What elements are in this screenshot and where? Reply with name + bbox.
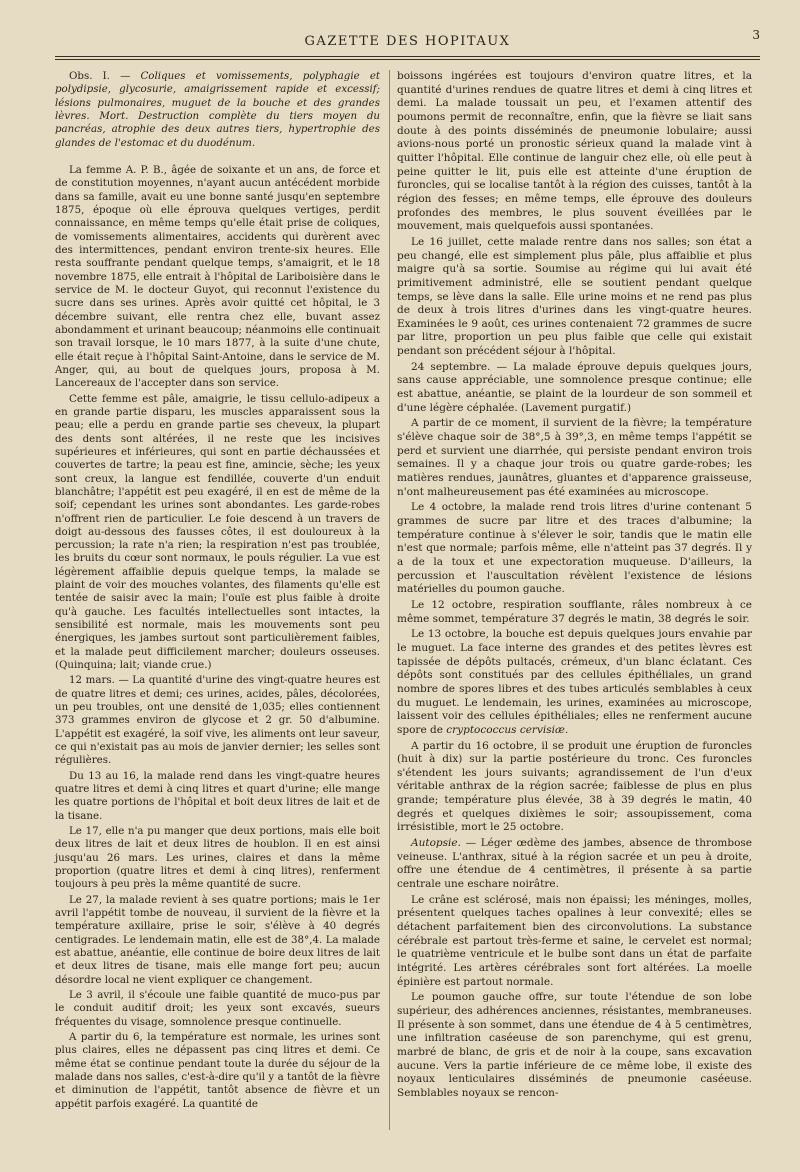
paragraph: Le 3 avril, il s'écoule une faible quantité de muco-pus par le conduit auditif droit; les yeux sont excavés, sueurs fréquentes du visage, somnolence presque continuelle.: [55, 988, 380, 1028]
right-column: [397, 70, 752, 1103]
species-name: cryptococcus cervisiæ.: [446, 723, 569, 736]
paragraph: A partir du 16 octobre, il se produit une éruption de furoncles (huit à dix) sur la partie postérieure du tronc. Ces furoncles s'étendent les jours suivants; agrandissement de l'un d'eux véritable anthrax de la région sacrée; faiblesse de plus en plus grande; température plus élevée, 38 à 39 degrés le matin, 40 degrés et quelques dixièmes le soir; assoupissement, coma irrésistible, mort le 25 octobre.: [397, 739, 752, 834]
paragraph-text: Le 13 octobre, la bouche est depuis quelques jours envahie par le muguet. La face interne des grandes et des petites lèvres est tapissée de dépôts pultacés, crémeux, d'un blanc éclatant. Ces dépôts sont constitués par des cellules épithéliales, un grand nombre de spores libres et des tubes articulés semblables à ceux du muguet. Le lendemain, les urines, examinées au microscope, laissent voir des cellules épithéliales; elles ne renferment aucune spore de: [397, 628, 752, 736]
paragraph: Cette femme est pâle, amaigrie, le tissu cellulo-adipeux a en grande partie disparu, les muscles apparaissent sous la peau; elle a perdu en grande partie ses cheveux, la plupart des dents sont altérées, il ne reste que les incisives supérieures et inférieures, qui sont en partie déchaussées et couvertes de tartre; la peau est fine, amincie, sèche; les yeux sont creux, la langue est fendillée, couverte d'un enduit blanchâtre; l'appétit est peu exagéré, il en est de même de la soif; cependant les urines sont abondantes. Les garde-robes n'offrent rien de particulier. Le foie descend à un travers de doigt au-dessous des fausses côtes, il est douloureux à la percussion; la rate n'a rien; la respiration n'est pas troublée, les bruits du cœur sont normaux, le pouls régulier. La vue est légèrement affaiblie depuis quelque temps, la malade se plaint de voir des mouches volantes, des filaments qu'elle est tentée de saisir avec la main; l'ouïe est plus faible à droite qu'à gauche. Les facultés intellectuelles sont intactes, la sensibilité est normale, mais les mouvements sont peu énergiques, les jambes surtout sont particulièrement faibles, et la malade peut difficilement marcher; douleurs osseuses. (Quinquina; lait; viande crue.): [55, 392, 380, 672]
paragraph: La femme A. P. B., âgée de soixante et un ans, de force et de constitution moyennes, n'ayant aucun antécédent morbide dans sa famille, avait eu une bonne santé jusqu'en septembre 1875, époque où elle éprouva quelques vertiges, perdit connaissance, en même temps qu'elle était prise de coliques, de vomissements alimentaires, accidents qui durèrent avec des intermittences, pendant environ trente-six heures. Elle resta souffrante pendant quelque temps, s'amaigrit, et le 18 novembre 1875, elle entrait à l'hôpital de Lariboisière dans le service de M. le docteur Guyot, qui reconnut l'existence du sucre dans ses urines. Après avoir quitté cet hôpital, le 3 décembre suivant, elle rentra chez elle, buvant assez abondamment et urinant beaucoup; néanmoins elle continuait son travail lorsque, le 10 mars 1877, à la suite d'une chute, elle était reçue à l'hôpital Saint-Antoine, dans le service de M. Anger, qui, au bout de quelques jours, proposa à M. Lancereaux de l'accepter dans son service.: [55, 163, 380, 390]
observation-summary: [55, 70, 380, 150]
paragraph: 24 septembre. — La malade éprouve depuis quelques jours, sans cause appréciable, une somnolence presque continue; elle est abattue, anéantie, se plaint de la lourdeur de son sommeil et d'une légère céphalée. (Lavement purgatif.): [397, 360, 752, 414]
paragraph: Le 12 octobre, respiration soufflante, râles nombreux à ce même sommet, température 37 degrés le matin, 38 degrés le soir.: [397, 598, 752, 625]
paragraph: Le 27, la malade revient à ses quatre portions; mais le 1er avril l'appétit tombe de nouveau, il survient de la fièvre et la température axillaire, prise le soir, s'élève à 40 degrés centigrades. Le lendemain matin, elle est de 38°,4. La malade est abattue, anéantie, elle continue de boire deux litres de lait et deux litres de tisane, mais elle mange fort peu; aucun désordre local ne vient expliquer ce changement.: [55, 893, 380, 986]
left-column: [55, 70, 380, 1113]
paragraph: Le poumon gauche offre, sur toute l'étendue de son lobe supérieur, des adhérences anciennes, résistantes, membraneuses. Il présente à son sommet, dans une étendue de 4 à 5 centimètres, une infiltration caséeuse de son parenchyme, qui est grenu, marbré de blanc, de gris et de noir à la coupe, sans excavation aucune. Vers la partie inférieure de ce même lobe, il existe des noyaux lenticulaires disséminés de pneumonie caséeuse. Semblables noyaux se rencon-: [397, 991, 752, 1099]
page-header: [55, 26, 760, 58]
paragraph: boissons ingérées est toujours d'environ quatre litres, et la quantité d'urines rendues de quatre litres et demi à cinq litres et demi. La malade toussait un peu, et l'examen attentif des poumons permit de reconnaître, enfin, que la fièvre se liait sans doute à des points disséminés de pneumonie lobulaire; aussi avions-nous porté un pronostic sérieux quand la malade vint à quitter l'hôpital. Elle continue de languir chez elle, où elle peut à peine quitter le lit, puis elle est atteinte d'une éruption de furoncles, qui se localise tantôt à la région des cuisses, tantôt à la région des fesses; en même temps, elle éprouve des douleurs profondes des membres, le plus souvent éveillées par le mouvement, mais quelquefois aussi spontanées.: [397, 70, 752, 233]
observation-summary-text: Coliques et vomissements, polyphagie et polydipsie, glycosurie, amaigrissement rapide et excessif; lésions pulmonaires, muguet de la bouche et des grandes lèvres. Mort. Destruction complète du tiers moyen du pancréas, atrophie des deux autres tiers, hypertrophie des glandes de l'estomac et du duodénum.: [55, 70, 380, 149]
autopsy-text: — Léger œdème des jambes, absence de thrombose veineuse. L'anthrax, situé à la région sacrée et un peu à droite, offre une étendue de 4 centimètres, il présente à sa partie centrale une eschare noirâtre.: [397, 837, 752, 891]
observation-lead: Obs. I. —: [69, 70, 131, 82]
paragraph: A partir du 6, la température est normale, les urines sont plus claires, elles ne dépassent pas cinq litres et demi. Ce même état se continue pendant toute la durée du séjour de la malade dans nos salles, c'est-à-dire qu'il y a tantôt de la fièvre et diminution de l'appétit, tantôt absence de fièvre et un appétit parfois exagéré. La quantité de: [55, 1030, 380, 1110]
paragraph: Du 13 au 16, la malade rend dans les vingt-quatre heures quatre litres et demi à cinq litres et quart d'urine; elle mange les quatre portions de l'hôpital et boit deux litres de lait et de la tisane.: [55, 769, 380, 822]
header-rule-double: [55, 59, 760, 60]
autopsy-label: Autopsie.: [411, 837, 461, 850]
paragraph: Le 17, elle n'a pu manger que deux portions, mais elle boit deux litres de lait et deux litres de houblon. Il en est ainsi jusqu'au 26 mars. Les urines, claires et dans la même proportion (quatre litres et demi à cinq litres), renferment toujours à peu près la même quantité de sucre.: [55, 825, 380, 891]
header-rule: [55, 56, 760, 57]
paragraph-muguet: [397, 628, 752, 737]
paragraph: Le crâne est sclérosé, mais non épaissi; les méninges, molles, présentent quelques taches opalines à leur convexité; elles se détachent parfaitement bien des circonvolutions. La substance cérébrale est partout très-ferme et saine, le cervelet est normal; le quatrième ventricule et le bulbe sont dans un état de parfaite intégrité. Les artères cérébrales sont fort altérées. La moelle épinière est partout normale.: [397, 893, 752, 988]
left-column-body: [55, 164, 380, 1111]
column-divider: [389, 70, 390, 1130]
paragraph: A partir de ce moment, il survient de la fièvre; la température s'élève chaque soir de 38°,5 à 39°,3, en même temps l'appétit se perd et survient une diarrhée, qui persiste pendant environ trois semaines. Il y a chaque jour trois ou quatre garde-robes; les matières rendues, jaunâtres, gluantes et d'apparence graisseuse, n'ont malheureusement pas été examinées au microscope.: [397, 417, 752, 498]
paragraph: Le 4 octobre, la malade rend trois litres d'urine contenant 5 grammes de sucre par litre et des traces d'albumine; la température continue à s'élever le soir, tandis que le matin elle n'est que normale; parfois même, elle n'atteint pas 37 degrés. Il y a de la toux et une expectoration muqueuse. D'ailleurs, la percussion et l'auscultation révèlent l'existence de lésions matérielles du poumon gauche.: [397, 501, 752, 596]
paragraph: Le 16 juillet, cette malade rentre dans nos salles; son état a peu changé, elle est simplement plus pâle, plus affaiblie et plus maigre qu'à sa sortie. Soumise au régime qui lui avait été primitivement administré, elle se soutient pendant quelque temps, se lève dans la salle. Elle urine moins et ne rend pas plus de deux à trois litres d'urines dans les vingt-quatre heures. Examinées le 9 août, ces urines contenaient 72 grammes de sucre par litre, proportion un peu plus faible que celle qui existait pendant son précédent séjour à l'hôpital.: [397, 235, 752, 358]
autopsy-paragraph: [397, 837, 752, 892]
paragraph: 12 mars. — La quantité d'urine des vingt-quatre heures est de quatre litres et demi; ces urines, acides, pâles, décolorées, un peu troubles, ont une densité de 1,035; elles contiennent 373 grammes environ de glycose et 2 gr. 50 d'albumine. L'appétit est exagéré, la soif vive, les aliments ont leur saveur, ce qui n'existait pas au mois de janvier dernier; les selles sont régulières.: [55, 674, 380, 767]
page-number: 3: [752, 28, 760, 42]
journal-title: GAZETTE DES HOPITAUX: [304, 34, 511, 49]
